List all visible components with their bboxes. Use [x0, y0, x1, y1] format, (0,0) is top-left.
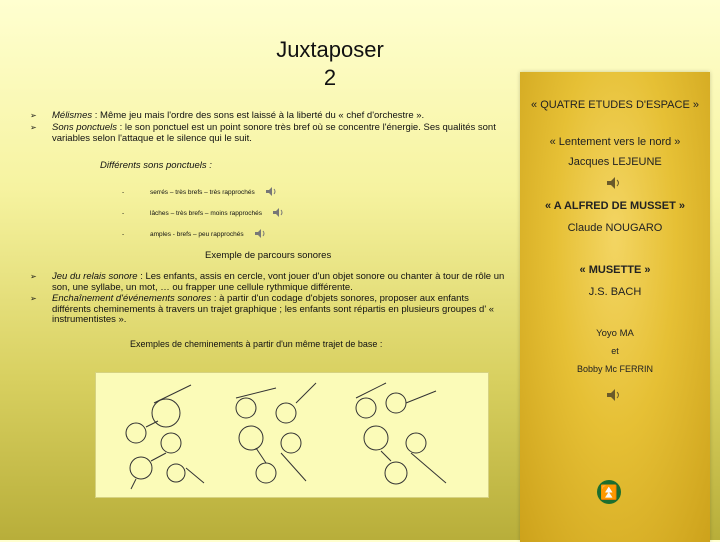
work2-title: « A ALFRED DE MUSSET »: [545, 200, 685, 212]
bullet-enchainement: [30, 294, 510, 326]
sons-ponctuels-subheading: Différents sons ponctuels :: [100, 160, 212, 171]
title-line1: Juxtaposer: [276, 37, 384, 62]
performer-mcferrin: Bobby Mc FERRIN: [576, 364, 654, 374]
path-diagram-2: [236, 383, 316, 483]
term-enchainement: Enchaînement d'événements sonores: [52, 293, 212, 304]
list-item: [122, 224, 284, 245]
text-melismes: : Même jeu mais l'ordre des sons est laissé à la liberté du « chef d'orchestre ».: [92, 110, 425, 121]
bullet-arrow-icon: ➢: [30, 111, 37, 120]
title-line2: 2: [323, 65, 337, 90]
speaker-icon[interactable]: [272, 207, 284, 220]
path-diagram-3: [356, 383, 446, 484]
performer-yoyo-ma: Yoyo MA: [596, 328, 634, 339]
composer-nougaro: Claude NOUGARO: [567, 222, 663, 234]
home-arrows-icon[interactable]: ⏫: [597, 480, 621, 504]
speaker-icon[interactable]: [254, 228, 266, 241]
composer-lejeune: Jacques LEJEUNE: [568, 156, 662, 168]
list-item: [122, 182, 284, 203]
work1-title: « QUATRE ETUDES D'ESPACE »: [531, 99, 699, 111]
text-sons-ponctuels: : le son ponctuel est un point sonore très bref où se concentre l'énergie. Ses qualités sont variables selon l'attaque et le silence qui le suit.: [52, 122, 496, 144]
section1-bullets: [30, 110, 510, 145]
term-relais: Jeu du relais sonore: [52, 271, 138, 282]
text-relais: : Les enfants, assis en cercle, vont jouer d'un objet sonore ou chanter à tour de rôle un son, une syllabe, un mot, … ou frapper une cellule rythmique différente.: [52, 271, 505, 293]
music-references-panel: [520, 72, 710, 542]
work1-subtitle: « Lentement vers le nord »: [549, 136, 681, 148]
bullet-arrow-icon: ➢: [30, 272, 37, 281]
term-sons-ponctuels: Sons ponctuels: [52, 122, 117, 133]
speaker-icon[interactable]: [265, 186, 277, 199]
list-item-label: amples - brefs – peu rapprochés: [150, 231, 244, 238]
term-melismes: Mélismes: [52, 110, 93, 121]
list-bullet: -: [122, 189, 125, 196]
paths-label: Exemples de cheminements à partir d'un même trajet de base :: [130, 339, 383, 349]
list-item-label: lâches – très brefs – moins rapprochés: [150, 210, 262, 217]
work3-title: « MUSETTE »: [579, 264, 651, 276]
bullet-arrow-icon: ➢: [30, 123, 37, 132]
bullet-relais: [30, 272, 510, 293]
speaker-icon[interactable]: [606, 388, 622, 407]
path-diagram-1: [126, 385, 204, 489]
bullet-arrow-icon: ➢: [30, 294, 37, 303]
section2-bullets: [30, 272, 510, 327]
bullet-melismes: [30, 110, 510, 121]
list-item-label: serrés – très brefs – très rapprochés: [150, 189, 255, 196]
slide-title: [230, 36, 430, 92]
speaker-icon[interactable]: [606, 176, 622, 195]
performer-and: et: [611, 346, 619, 356]
composer-bach: J.S. BACH: [588, 286, 642, 298]
list-bullet: -: [122, 210, 125, 217]
example-label: Exemple de parcours sonores: [205, 250, 332, 261]
sons-ponctuels-list: [122, 182, 284, 245]
sound-path-diagram: [95, 372, 489, 498]
sound-path-drawing: [96, 373, 488, 497]
list-bullet: -: [122, 231, 125, 238]
bullet-sons-ponctuels: [30, 122, 510, 144]
list-item: [122, 203, 284, 224]
text-enchainement: : à partir d'un codage d'objets sonores, proposer aux enfants différents cheminements à travers un trajet graphique ; les enfants sont répartis en plusieurs groupes d' « instrumentistes ».: [52, 293, 495, 325]
